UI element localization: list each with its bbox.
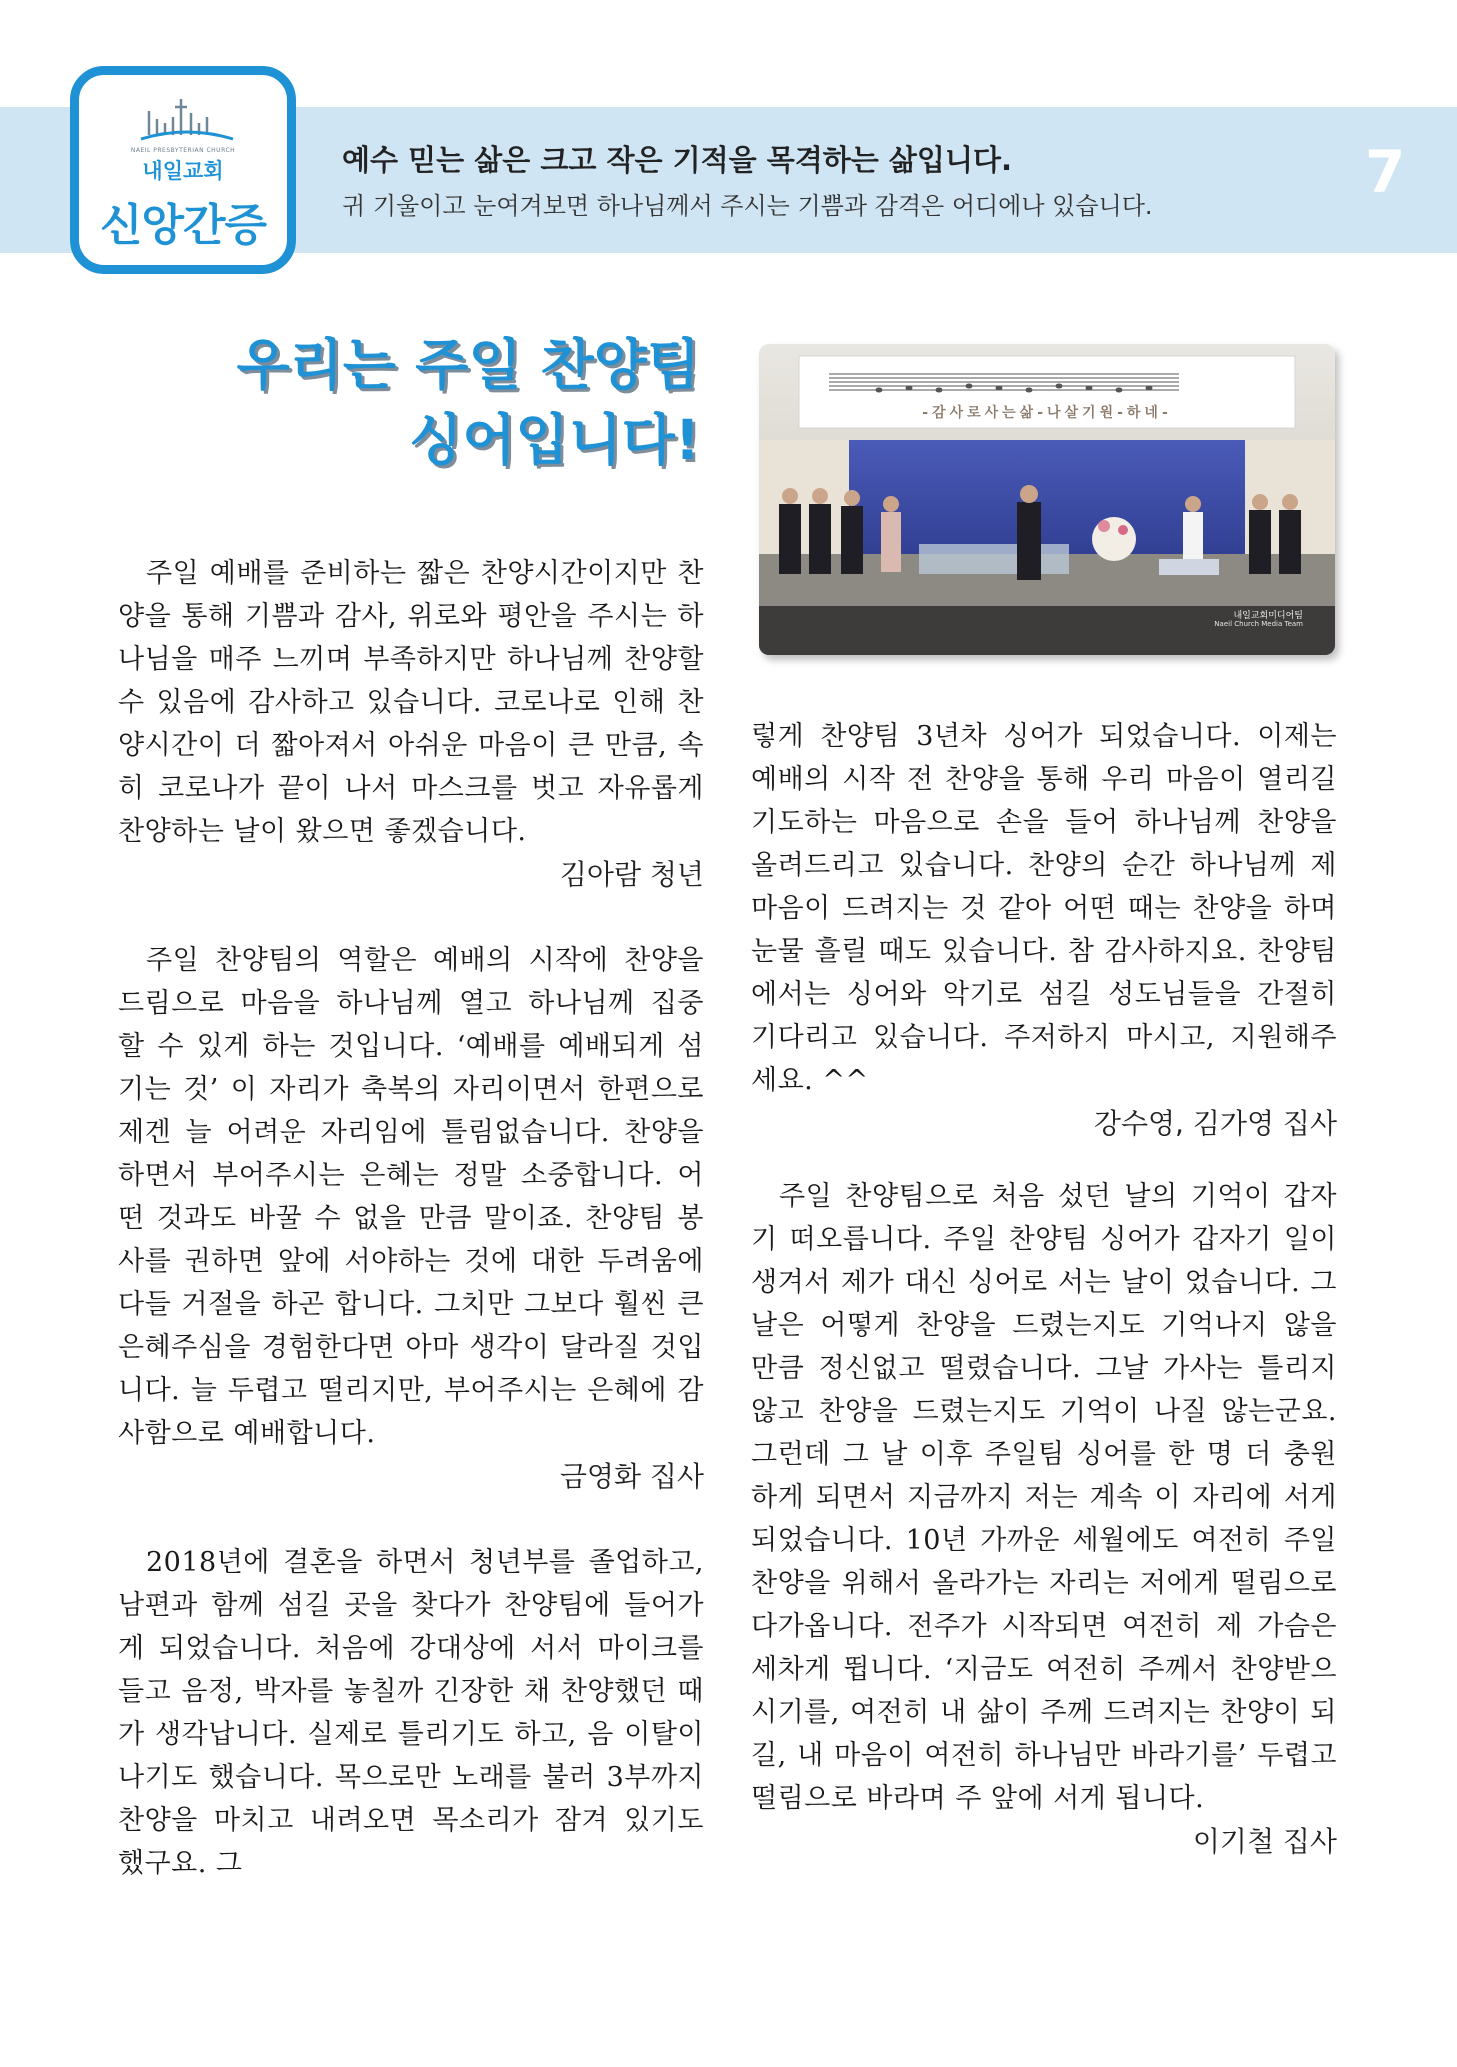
testimony-text: 주일 찬양팀의 역할은 예배의 시작에 찬양을 드림으로 마음을 하나님께 열고 하나님께 집중 할 수 있게 하는 것입니다. ‘예배를 예배되게 섬기는 것’ 이 자리가 축복의 자리이면서 한편으로 제겐 늘 어려운 자리임에 틀림없습니다. 찬양을 하면서 부어주시는 은혜는 정말 소중합니다. 어떤 것과도 바꿀 수 없을 만큼 말이죠. 찬양팀 봉사를 권하면 앞에 서야하는 것에 대한 두려움에 다들 거절을 하곤 합니다. 그치만 그보다 훨씬 큰 은혜주심을 경험한다면 아마 생각이 달라질 것입니다. 늘 두렵고 떨리지만, 부어주시는 은혜에 감사함으로 예배합니다.: [118, 945, 704, 1449]
left-column: [118, 552, 704, 1885]
church-english-name: NAEIL PRESBYTERIAN CHURCH: [130, 147, 236, 154]
testimony-text: 2018년에 결혼을 하면서 청년부를 졸업하고, 남편과 함께 섬길 곳을 찾다가 찬양팀에 들어가게 되었습니다. 처음에 강대상에 서서 마이크를 들고 음정, 박자를 놓칠까 긴장한 채 찬양했던 때가 생각납니다. 실제로 틀리기도 하고, 음 이탈이 나기도 했습니다. 목으로만 노래를 불러 3부까지 찬양을 마치고 내려오면 목소리가 잠겨 있기도 했구요. 그: [118, 1547, 704, 1879]
photo-banner-text: -감사로사는삶-나살기원-하네-: [922, 405, 1172, 421]
section-title: 신앙간증: [99, 200, 266, 251]
photo-credit: 내일교회미디어팀: [1233, 611, 1303, 621]
right-column: [751, 715, 1337, 1863]
article-title-line2: 싱어입니다!: [409, 408, 700, 472]
testimony-text: 주일 예배를 준비하는 짧은 찬양시간이지만 찬양을 통해 기쁨과 감사, 위로와 평안을 주시는 하나님을 매주 느끼며 부족하지만 하나님께 찬양할 수 있음에 감사하고 있습니다. 코로나로 인해 찬양시간이 더 짧아져서 아쉬운 마음이 큰 만큼, 속히 코로나가 끝이 나서 마스크를 벗고 자유롭게 찬양하는 날이 왔으면 좋겠습니다.: [118, 558, 704, 847]
header-headline: 예수 믿는 삶은 크고 작은 기적을 목격하는 삶입니다.: [342, 143, 1012, 177]
section-badge: [70, 66, 296, 274]
article-title-line1: 우리는 주일 찬양팀: [236, 333, 700, 397]
testimony-author: 김아람 청년: [559, 858, 704, 891]
testimony-text: 주일 찬양팀으로 처음 섰던 날의 기억이 갑자기 떠오릅니다. 주일 찬양팀 싱어가 갑자기 일이 생겨서 제가 대신 싱어로 서는 날이 었습니다. 그날은 어떻게 찬양을 드렸는지도 기억나지 않을 만큼 정신없고 떨렸습니다. 그날 가사는 틀리지 않고 찬양을 드렸는지도 기억이 나질 않는군요. 그런데 그 날 이후 주일팀 싱어를 한 명 더 충원하게 되면서 지금까지 저는 계속 이 자리에 서게 되었습니다. 10년 가까운 세월에도 여전히 주일 찬양을 위해서 올라가는 자리는 저에게 떨림으로 다가옵니다. 전주가 시작되면 여전히 제 가슴은 세차게 뜁니다. ‘지금도 여전히 주께서 찬양받으시기를, 여전히 내 삶이 주께 드려지는 찬양이 되길, 내 마음이 여전히 하나님만 바라기를’ 두렵고 떨림으로 바라며 주 앞에 서게 됩니다.: [751, 1181, 1337, 1814]
church-logo-icon: [137, 95, 237, 147]
page-number: 7: [1365, 138, 1406, 206]
photo-credit-english: Naeil Church Media Team: [1214, 620, 1303, 628]
article-title: [237, 328, 700, 478]
testimony-author: 금영화 집사: [559, 1460, 704, 1493]
testimony-text-continued: 렇게 찬양팀 3년차 싱어가 되었습니다. 이제는 예배의 시작 전 찬양을 통해 우리 마음이 열리길 기도하는 마음으로 손을 들어 하나님께 찬양을 올려드리고 있습니다. 찬양의 순간 하나님께 제 마음이 드려지는 것 같아 어떤 때는 찬양을 하며 눈물 흘릴 때도 있습니다. 참 감사하지요. 찬양팀에서는 싱어와 악기로 섬길 성도님들을 간절히 기다리고 있습니다. 주저하지 마시고, 지원해주세요. ^^: [751, 721, 1337, 1096]
testimony-author: 이기철 집사: [1192, 1825, 1337, 1858]
church-name: 내일교회: [142, 159, 224, 183]
worship-photo: [759, 344, 1335, 655]
testimony-author: 강수영, 김가영 집사: [1093, 1107, 1337, 1140]
header-subline: 귀 기울이고 눈여겨보면 하나님께서 주시는 기쁨과 감격은 어디에나 있습니다.: [342, 192, 1153, 220]
